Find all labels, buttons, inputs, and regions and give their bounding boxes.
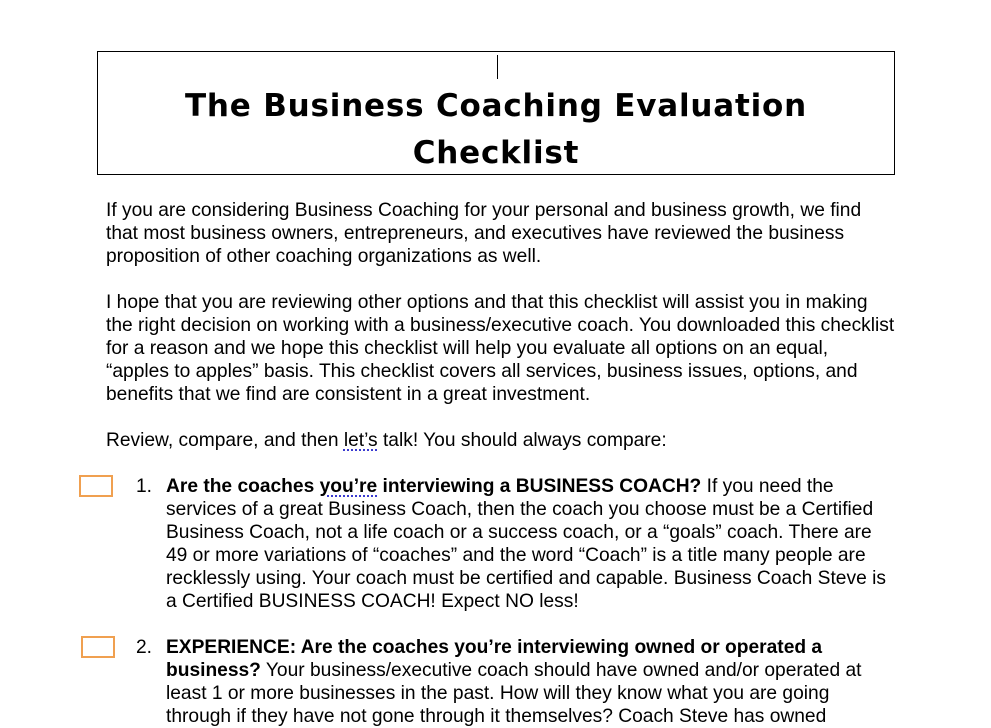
intro-paragraph: If you are considering Business Coaching for your personal and business growth, we find that most business owners, entrepreneurs, and executives have reviewed the business proposition of other coaching organizations as well. [106, 200, 862, 267]
document-title [98, 83, 894, 177]
title-line-2: Checklist [412, 135, 580, 171]
item-body-2: Your business/executive coach should have owned and/or operated at least 1 or more businesses in the past. How will they know what you are going through if they have not gone through it themselves? Coach Steve has owned [166, 660, 862, 727]
item-number-1: 1. [136, 476, 153, 497]
item-text-2 [166, 636, 892, 728]
grammar-flagged-word: let’s [343, 430, 378, 451]
title-line-1: The Business Coaching Evaluation [184, 88, 808, 124]
text-cursor [497, 55, 498, 79]
item-text-1 [166, 475, 892, 613]
compare-paragraph [106, 429, 896, 452]
checkbox-2[interactable] [81, 636, 115, 658]
compare-text-after: talk! You should always compare: [377, 430, 667, 451]
item-number-2: 2. [136, 637, 153, 658]
item-heading-2: EXPERIENCE: Are the coaches you’re interviewing owned or operated a business? [166, 637, 823, 681]
item-heading-1-end: interviewing a BUSINESS COACH? [377, 476, 702, 497]
grammar-flagged-word: you’re [319, 476, 378, 497]
title-box [97, 51, 895, 175]
checkbox-1[interactable] [79, 475, 113, 497]
compare-text-before: Review, compare, and then [106, 430, 344, 451]
checklist-purpose-paragraph: I hope that you are reviewing other options and that this checklist will assist you in making the right decision on working with a business/executive coach. You downloaded this checklist for a reason and we hope this checklist will help you evaluate all options on an equal, “apples to apples” basis. This checklist covers all services, business issues, options, and benefits that we find are consistent in a great investment. [106, 292, 895, 405]
item-body-1: If you need the services of a great Business Coach, then the coach you choose must be a Certified Business Coach, not a life coach or a success coach, or a “goals” coach. There are 49 or more variations of “coaches” and the word “Coach” is a title many people are recklessly using. Your coach must be certified and capable. Business Coach Steve is a Certified BUSINESS COACH! Expect NO less! [166, 476, 886, 612]
item-heading-1-start: Are the coaches [166, 476, 320, 497]
item-heading-1 [166, 476, 701, 497]
